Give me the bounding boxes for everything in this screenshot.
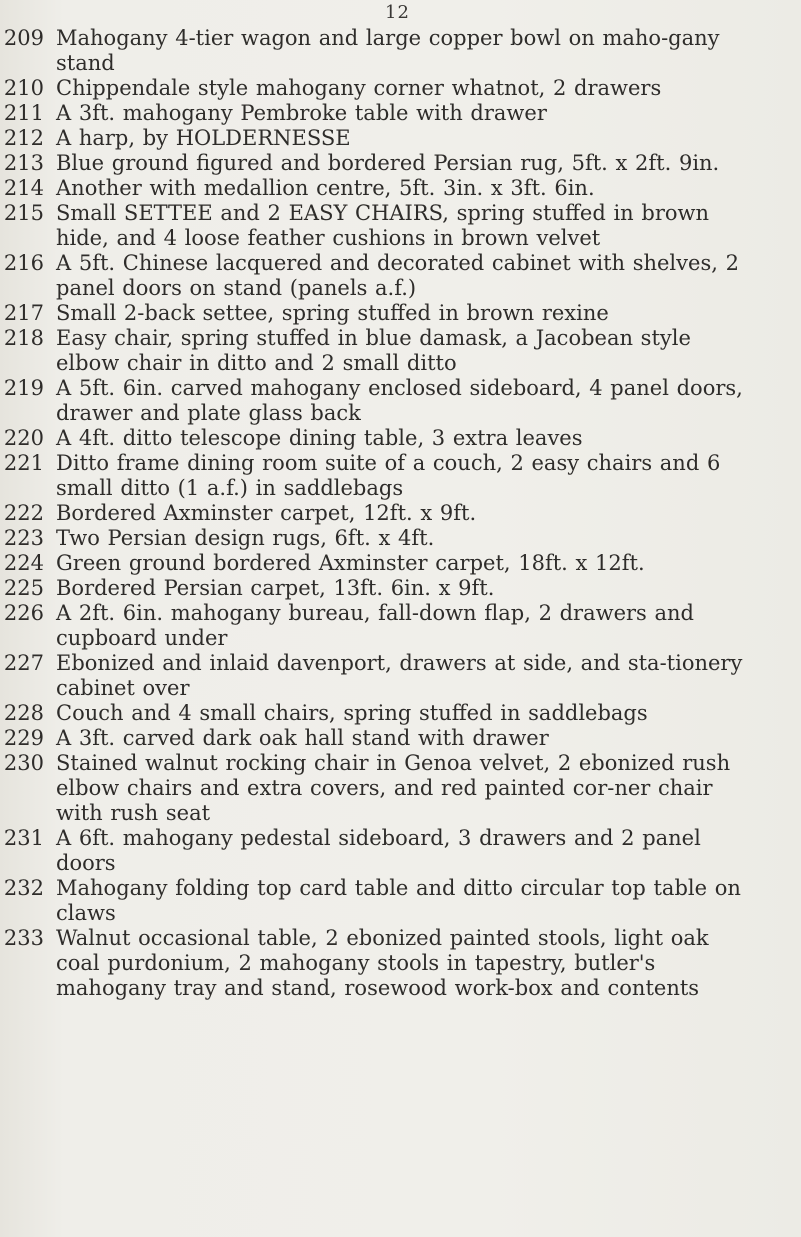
lot-description: Ebonized and inlaid davenport, drawers at side, and sta-tionery cabinet over [56,651,743,700]
lot-number: 232 [3,876,44,900]
lot-entry [0,726,801,751]
lot-number: 215 [3,201,44,225]
lot-entry [0,826,801,876]
lot-number: 227 [3,651,44,675]
lot-number: 212 [3,126,44,150]
lot-entry [0,301,801,326]
lot-description: Bordered Axminster carpet, 12ft. x 9ft. [56,501,477,525]
lot-number: 217 [3,301,44,325]
lot-description: A 3ft. carved dark oak hall stand with drawer [56,726,549,750]
lot-description: Stained walnut rocking chair in Genoa velvet, 2 ebonized rush elbow chairs and extra covers, and red painted cor-ner chair with rush seat [56,751,731,825]
lot-description: A 5ft. Chinese lacquered and decorated cabinet with shelves, 2 panel doors on stand (panels a.f.) [56,251,739,300]
lot-number: 229 [3,726,44,750]
lot-entry [0,576,801,601]
lot-number: 213 [3,151,44,175]
lot-entry [0,601,801,651]
lot-entry [0,751,801,826]
lot-entry [0,76,801,101]
lot-number: 223 [3,526,44,550]
lot-entry [0,651,801,701]
lot-entry [0,176,801,201]
lot-number: 221 [3,451,44,475]
lot-description: Mahogany folding top card table and ditto circular top table on claws [56,876,741,925]
lot-entry [0,451,801,501]
lot-entry [0,926,801,1001]
lot-entry [0,426,801,451]
lot-entry [0,551,801,576]
lot-entry [0,101,801,126]
lot-entry [0,526,801,551]
lot-description: A 2ft. 6in. mahogany bureau, fall-down flap, 2 drawers and cupboard under [56,601,694,650]
lot-description: Small SETTEE and 2 EASY CHAIRS, spring stuffed in brown hide, and 4 loose feather cushions in brown velvet [56,201,710,250]
lot-description: Chippendale style mahogany corner whatnot, 2 drawers [56,76,662,100]
lot-entry [0,251,801,301]
lot-number: 230 [3,751,44,775]
lot-entry [0,201,801,251]
lot-entry [0,876,801,926]
lot-description: Walnut occasional table, 2 ebonized painted stools, light oak coal purdonium, 2 mahogany stools in tapestry, butler's mahogany tray and stand, rosewood work-box and contents [56,926,709,1000]
lot-entry [0,376,801,426]
lot-description: A 6ft. mahogany pedestal sideboard, 3 drawers and 2 panel doors [56,826,701,875]
lot-description: A 5ft. 6in. carved mahogany enclosed sideboard, 4 panel doors, drawer and plate glass back [56,376,743,425]
lot-description: Ditto frame dining room suite of a couch, 2 easy chairs and 6 small ditto (1 a.f.) in saddlebags [56,451,721,500]
lot-description: Green ground bordered Axminster carpet, 18ft. x 12ft. [56,551,645,575]
lot-number: 216 [3,251,44,275]
lot-number: 226 [3,601,44,625]
lot-description: A 3ft. mahogany Pembroke table with drawer [56,101,547,125]
lot-description: A harp, by HOLDERNESSE [56,126,351,150]
lot-description: Another with medallion centre, 5ft. 3in. x 3ft. 6in. [56,176,595,200]
lot-description: Blue ground figured and bordered Persian rug, 5ft. x 2ft. 9in. [56,151,720,175]
lot-description: Bordered Persian carpet, 13ft. 6in. x 9ft. [56,576,495,600]
page-number: 12 [385,2,410,23]
lot-entry [0,701,801,726]
lot-number: 224 [3,551,44,575]
lot-description: Mahogany 4-tier wagon and large copper bowl on maho-gany stand [56,26,720,75]
lot-number: 219 [3,376,44,400]
lot-description: Easy chair, spring stuffed in blue damask, a Jacobean style elbow chair in ditto and 2 small ditto [56,326,691,375]
lot-entry [0,151,801,176]
lot-number: 209 [3,26,44,50]
lot-entry [0,126,801,151]
lot-number: 233 [3,926,44,950]
lot-list [0,26,801,1001]
lot-entry [0,501,801,526]
lot-number: 210 [3,76,44,100]
lot-number: 218 [3,326,44,350]
lot-entry [0,26,801,76]
lot-number: 225 [3,576,44,600]
lot-number: 222 [3,501,44,525]
lot-description: Small 2-back settee, spring stuffed in brown rexine [56,301,609,325]
lot-number: 214 [3,176,44,200]
lot-number: 220 [3,426,44,450]
lot-entry [0,326,801,376]
lot-number: 231 [3,826,44,850]
lot-number: 228 [3,701,44,725]
lot-description: Two Persian design rugs, 6ft. x 4ft. [56,526,435,550]
lot-number: 211 [3,101,44,125]
lot-description: Couch and 4 small chairs, spring stuffed in saddlebags [56,701,648,725]
lot-description: A 4ft. ditto telescope dining table, 3 extra leaves [56,426,583,450]
